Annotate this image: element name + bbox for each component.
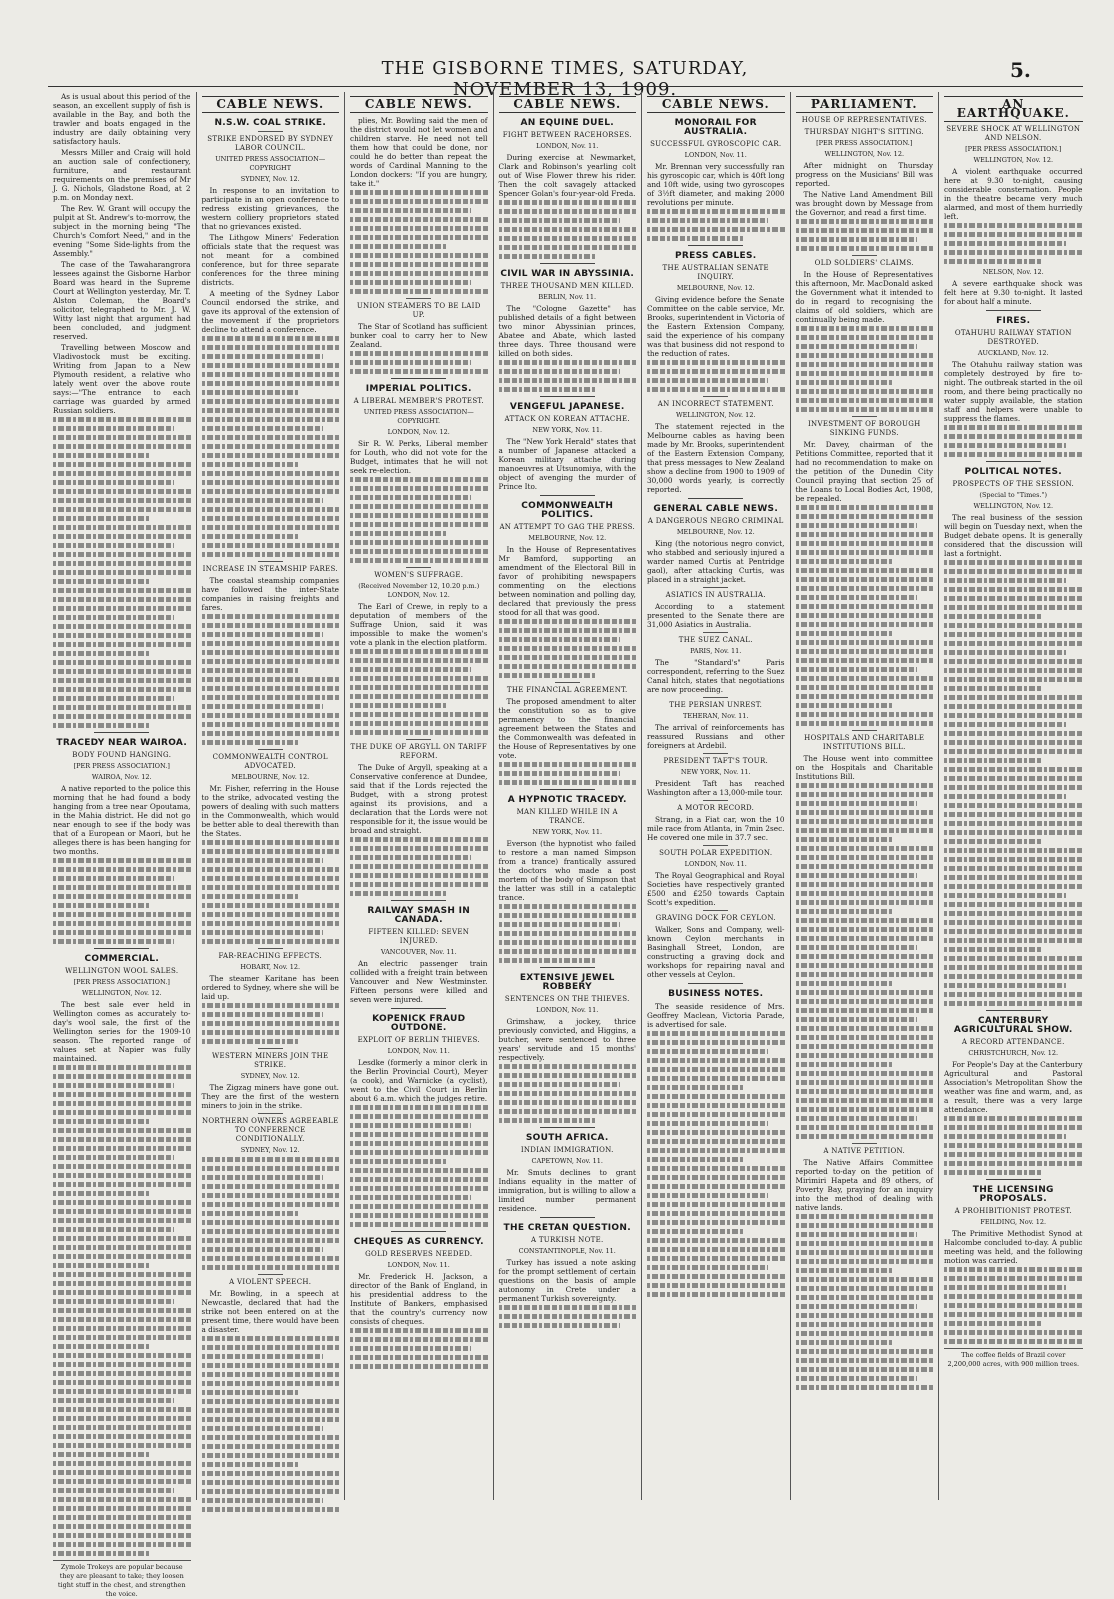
subheadline: FIGHT BETWEEN RACEHORSES.	[502, 131, 632, 139]
text-filler	[202, 336, 340, 557]
subheadline: FIFTEEN KILLED: SEVEN INJURED.	[368, 928, 470, 945]
byline: [PER PRESS ASSOCIATION.]	[73, 762, 170, 770]
subheadline: A RECORD ATTENDANCE.	[961, 1038, 1065, 1046]
section-heading: CABLE NEWS.	[499, 96, 637, 113]
dateline: MELBOURNE, Nov. 12.	[676, 528, 755, 536]
article-text: The steamer Karitane has been ordered to Sydney, where she will be laid up.	[201, 974, 339, 1001]
dateline: WAIROA, Nov. 12.	[91, 773, 152, 781]
dateline: NELSON, Nov. 12.	[982, 268, 1044, 276]
text-filler	[202, 1157, 340, 1270]
article-text: The "Standard's" Paris correspondent, referring to the Suez Canal hitch, states that negotiations are now proceeding.	[647, 658, 785, 694]
text-filler	[944, 425, 1083, 457]
divider	[391, 378, 446, 379]
headline: RAILWAY SMASH IN CANADA.	[367, 906, 471, 925]
column-6	[791, 92, 940, 1500]
subheadline: THURSDAY NIGHT'S SITTING.	[804, 128, 924, 136]
dateline: NEW YORK, Nov. 11.	[532, 828, 603, 836]
dateline: LONDON, Nov. 11.	[536, 1006, 599, 1014]
article-text: The Lithgow Miners' Federation officials state that the request was not meant for a combined conference, but for three separate conferences for the three mining districts.	[201, 233, 339, 287]
subheadline: WOMEN'S SUFFRAGE.	[374, 571, 464, 579]
divider	[852, 416, 877, 417]
dateline: WELLINGTON, Nov. 12.	[824, 150, 905, 158]
divider	[258, 1274, 283, 1275]
divider	[258, 948, 283, 949]
dateline: LONDON, Nov. 11.	[536, 142, 599, 150]
dateline: LONDON, Nov. 11.	[684, 860, 747, 868]
subheadline: INCREASE IN STEAMSHIP FARES.	[202, 565, 338, 573]
text-filler	[647, 209, 785, 241]
subheadline: HOUSE OF REPRESENTATIVES.	[801, 116, 927, 124]
article-text: In the House of Representatives Mr Bamford, supporting an amendment of the Electoral Bill in favor of prohibiting newspapers commenting on the elections between nomination and polling day, declared that previously the press stood for all that was good.	[498, 545, 636, 617]
subheadline: WELLINGTON WOOL SALES.	[65, 967, 179, 975]
divider	[703, 753, 728, 754]
article-text: Strang, in a Fiat car, won the 10 mile race from Atlanta, in 7min 2sec. He covered one mile in 37.7 sec.	[647, 815, 785, 842]
masthead	[0, 58, 1114, 100]
dateline: NEW YORK, Nov. 11.	[532, 426, 603, 434]
divider	[406, 567, 431, 568]
dateline: SYDNEY, Nov. 12.	[240, 175, 300, 183]
article-text: The Duke of Argyll, speaking at a Conservative conference at Dundee, said that if the Lords rejected the Budget, with a strong protest against its provisions, and a declaration that the Lords were not responsible for it, the issue would be broad and straight.	[350, 763, 488, 835]
text-filler	[796, 326, 934, 412]
subheadline: AN INCORRECT STATEMENT.	[657, 400, 774, 408]
text-filler	[647, 1031, 785, 1297]
byline: [PER PRESS ASSOCIATION.]	[816, 139, 913, 147]
subheadline: GOLD RESERVES NEEDED.	[365, 1250, 473, 1258]
text-filler	[796, 219, 934, 251]
divider	[540, 263, 595, 264]
subheadline: GRAVING DOCK FOR CEYLON.	[655, 914, 776, 922]
dateline: TEHERAN, Nov. 11.	[683, 712, 749, 720]
subheadline: OTAHUHU RAILWAY STATION DESTROYED.	[954, 329, 1072, 346]
headline: FIRES.	[996, 316, 1031, 326]
article-text: A violent earthquake occurred here at 9.30 to-night, causing considerable consternation. People in the theatre became very much alarmed, and most of them hurriedly left.	[944, 167, 1083, 221]
divider	[258, 131, 283, 132]
dateline: WELLINGTON, Nov. 12.	[675, 411, 756, 419]
divider	[986, 310, 1041, 311]
divider	[258, 749, 283, 750]
subheadline: PRESIDENT TAFT'S TOUR.	[663, 757, 769, 765]
divider	[540, 396, 595, 397]
headline: COMMERCIAL.	[84, 954, 160, 964]
subheadline: INDIAN IMMIGRATION.	[520, 1146, 614, 1154]
dateline: LONDON, Nov. 12.	[387, 428, 450, 436]
divider	[94, 948, 149, 949]
subheadline: A TURKISH NOTE.	[530, 1236, 604, 1244]
subheadline: UNION STEAMERS TO BE LAID UP.	[356, 302, 481, 319]
headline: GENERAL CABLE NEWS.	[653, 504, 779, 514]
article-text: A native reported to the police this morning that he had found a body hanging from a tree near Opoutama, in the Mahia district. He did not go near enough to see if the body was that of a European or Maori, but he alleges there is has been hanging for two months.	[53, 784, 191, 856]
divider	[703, 845, 728, 846]
divider	[555, 682, 580, 683]
divider	[94, 732, 149, 733]
subheadline: A NATIVE PETITION.	[823, 1147, 906, 1155]
article-text: According to a statement presented to the Senate there are 31,000 Asiatics in Australia.	[647, 602, 785, 629]
subheadline: THE SUEZ CANAL.	[678, 636, 753, 644]
divider	[703, 910, 728, 911]
text-filler	[350, 190, 488, 294]
byline: UNITED PRESS ASSOCIATION—COPYRIGHT.	[363, 408, 474, 425]
article-text: The Earl of Crewe, in reply to a deputation of members of the Suffrage Union, said it was impossible to make the women's vote a plank in the election platform.	[350, 602, 488, 647]
headline: TRACEDY NEAR WAIROA.	[56, 738, 188, 748]
subheadline: THREE THOUSAND MEN KILLED.	[500, 282, 634, 290]
dateline: NEW YORK, Nov. 11.	[680, 768, 751, 776]
subheadline: EXPLOIT OF BERLIN THIEVES.	[357, 1036, 480, 1044]
article-text: Mr. Smuts declines to grant Indians equality in the matter of immigration, but is willing to allow a limited number permanent residence.	[498, 1168, 636, 1213]
byline: [PER PRESS ASSOCIATION.]	[73, 978, 170, 986]
subheadline: ATTACK ON KOREAN ATTACHE.	[504, 415, 630, 423]
divider	[852, 1143, 877, 1144]
subheadline: NORTHERN OWNERS AGREEABLE TO CONFERENCE CONDITIONALLY.	[201, 1117, 339, 1143]
headline: THE CRETAN QUESTION.	[503, 1223, 631, 1233]
text-filler	[202, 1336, 340, 1512]
article-text: The statement rejected in the Melbourne cables as having been made by Mr. Brooks, superintendent of the Eastern Extension Company, that press messages to New Zealand show a decline from 1900 to 1909 of 30,000 words yearly, is correctly reported.	[647, 422, 785, 494]
article-text: The Royal Geographical and Royal Societies have respectively granted £500 and £250 towards Captain Scott's expedition.	[647, 871, 785, 907]
divider	[703, 800, 728, 801]
text-filler	[499, 904, 637, 963]
text-filler	[499, 200, 637, 259]
article-text: The House went into committee on the Hospitals and Charitable Institutions Bill.	[795, 754, 933, 781]
column-5	[642, 92, 791, 1500]
dateline: HOBART, Nov. 12.	[240, 963, 301, 971]
subheadline: COMMONWEALTH CONTROL ADVOCATED.	[212, 753, 328, 770]
article-text: The Otahuhu railway station was completely destroyed by fire to-night. The outbreak started in the oil room, and there being practically no water supply available, the station staff and helpers were unable to suppress the flames.	[944, 360, 1083, 423]
headline: EXTENSIVE JEWEL ROBBERY	[519, 973, 615, 992]
divider	[406, 298, 431, 299]
article-text: The "New York Herald" states that a number of Japanese attacked a Korean military attache during manoeuvres at Utsunomiya, with the object of avenging the murder of Prince Ito.	[498, 437, 636, 491]
dateline: AUCKLAND, Nov. 12.	[977, 349, 1049, 357]
article-text: The Native Land Amendment Bill was brought down by Message from the Governor, and read a first time.	[795, 190, 933, 217]
headline: MONORAIL FOR AUSTRALIA.	[674, 118, 757, 137]
article-text: President Taft has reached Washington after a 13,000-mile tour.	[647, 779, 785, 797]
text-filler	[944, 223, 1083, 264]
byline: UNITED PRESS ASSOCIATION—COPYRIGHT	[215, 155, 326, 172]
text-filler	[944, 1267, 1083, 1344]
headline: THE LICENSING PROPOSALS.	[972, 1185, 1054, 1204]
dateline: CONSTANTINOPLE, Nov. 11.	[518, 1247, 616, 1255]
article-text: Walker, Sons and Company, well-known Ceylon merchants in Basinghall Street, London, are constructing a graving dock and workshops for repairing naval and other vessels at Ceylon.	[647, 925, 785, 979]
article-text: An electric passenger train collided with a freight train between Vancouver and New Westminster. Fifteen persons were killed and seven were injured.	[350, 959, 488, 1004]
section-heading: CABLE NEWS.	[350, 96, 488, 113]
article-text: Grimshaw, a jockey, thrice previously convicted, and Higgins, a butcher, were sentenced to three years' servitude and 15 months' respectively.	[498, 1017, 636, 1062]
text-filler	[202, 1003, 340, 1044]
article-text: Mr. Bowling, in a speech at Newcastle, declared that had the strike not been entered on at the present time, there would have been a disaster.	[201, 1289, 339, 1334]
byline: (Special to "Times.")	[979, 491, 1048, 499]
text-filler	[647, 360, 785, 392]
subheadline: A MOTOR RECORD.	[677, 804, 755, 812]
divider	[540, 1217, 595, 1218]
article-text: As is usual about this period of the season, an excellent supply of fish is available in the Bay, and both the trawler and boats engaged in the industry are daily obtaining very satisfactory hauls.	[53, 92, 191, 146]
text-filler	[944, 560, 1083, 1006]
text-filler	[499, 1305, 637, 1328]
headline: KOPENICK FRAUD OUTDONE.	[372, 1014, 466, 1033]
article-text: Giving evidence before the Senate Committee on the cable service, Mr. Brooks, superintendent in Victoria of the Eastern Extension Company, said the experience of his company was that business did not respond to the reduction of rates.	[647, 295, 785, 358]
article-text: The seaside residence of Mrs. Geoffrey Maclean, Victoria Parade, is advertised for sale.	[647, 1002, 785, 1029]
divider	[703, 632, 728, 633]
text-filler	[350, 351, 488, 374]
article-text: The best sale ever held in Wellington comes as accurately to-day's wool sale, the first of the Wellington series for the 1909-10 season. The reported range of values set at Napier was fully maintained.	[53, 1000, 191, 1063]
text-filler	[499, 1064, 637, 1123]
divider	[540, 495, 595, 496]
text-filler	[350, 649, 488, 735]
headline: A HYPNOTIC TRACEDY.	[507, 795, 627, 805]
text-filler	[53, 858, 191, 944]
headline: VENGEFUL JAPANESE.	[509, 402, 625, 412]
subheadline: AN ATTEMPT TO GAG THE PRESS.	[499, 523, 636, 531]
divider	[258, 1113, 283, 1114]
article-text: A severe earthquake shock was felt here at 9.30 to-night. It lasted for about half a minute.	[944, 279, 1083, 306]
text-filler	[796, 783, 934, 1139]
divider	[852, 255, 877, 256]
article-text: After midnight on Thursday progress on the Musicians' Bill was reported.	[795, 161, 933, 188]
divider	[703, 396, 728, 397]
dateline: FEILDING, Nov. 12.	[980, 1218, 1047, 1226]
section-heading: PARLIAMENT.	[796, 96, 934, 113]
subheadline: HOSPITALS AND CHARITABLE INSTITUTIONS BILL.	[804, 734, 925, 751]
article-text: During exercise at Newmarket, Clark and Robinson's yearling colt out of Wise Flower threw his rider. Then the colt savagely attacked Spencer Golan's four-year-old Freda.	[498, 153, 636, 198]
dateline: CHRISTCHURCH, Nov. 12.	[968, 1049, 1059, 1057]
dateline: WELLINGTON, Nov. 12.	[81, 989, 162, 997]
subheadline: A PROHIBITIONIST PROTEST.	[954, 1207, 1072, 1215]
subheadline: THE FINANCIAL AGREEMENT.	[506, 686, 628, 694]
article-text: The Primitive Methodist Synod at Halcombe concluded to-day. A public meeting was held, and the following motion was carried.	[944, 1229, 1083, 1265]
article-text: Mr. Fisher, referring in the House to the strike, advocated vesting the powers of dealing with such matters in the Commonwealth, which would be better able to deal therewith than the States.	[201, 784, 339, 838]
divider	[986, 1179, 1041, 1180]
article-text: Mr. Davey, chairman of the Petitions Committee, reported that it had no recommendation to make on the petition of the Dunedin City Council praying that section 25 of the Loans to Local Bodies Act, 1908, be repealed.	[795, 440, 933, 503]
article-text: The Zigzag miners have gone out. They are the first of the western miners to join in the strike.	[201, 1083, 339, 1110]
headline: BUSINESS NOTES.	[668, 989, 764, 999]
article-text: The Rev. W. Grant will occupy the pulpit at St. Andrew's to-morrow, the subject in the morning being "The Church's Comfort Need," and in the evening "Some Side-lights from the Assembly."	[53, 204, 191, 258]
article-text: In response to an invitation to participate in an open conference to redress existing grievances, the western colliery proprietors stated that no grievances existed.	[201, 186, 339, 231]
dateline: VANCOUVER, Nov. 11.	[380, 948, 457, 956]
subheadline: THE AUSTRALIAN SENATE INQUIRY.	[662, 264, 769, 281]
divider	[852, 730, 877, 731]
headline: AN EARTHQUAKE.	[944, 96, 1083, 122]
dateline: CAPETOWN, Nov. 11.	[531, 1157, 603, 1165]
subheadline: MAN KILLED WHILE IN A TRANCE.	[516, 808, 618, 825]
article-text: Mr. Brennan very successfully ran his gyroscopic car, which is 40ft long and 10ft wide, using two gyroscopes of 3½ft diameter, and making 2000 revolutions per minute.	[647, 162, 785, 207]
headline: POLITICAL NOTES.	[964, 467, 1062, 477]
article-text: The real business of the session will begin on Tuesday next, when the Budget debate opens. It is generally considered that the discussion will last a fortnight.	[944, 513, 1083, 558]
subheadline: SENTENCES ON THE THIEVES.	[504, 995, 630, 1003]
divider	[258, 1048, 283, 1049]
column-1	[48, 92, 197, 1598]
divider	[406, 739, 431, 740]
subheadline: A LIBERAL MEMBER'S PROTEST.	[353, 397, 484, 405]
divider	[258, 561, 283, 562]
subheadline: A DANGEROUS NEGRO CRIMINAL	[647, 517, 784, 525]
dateline: LONDON, Nov. 11.	[387, 1047, 450, 1055]
article-text: The proposed amendment to alter the constitution so as to give permanency to the financial agreement between the States and the Commonwealth was defeated in the House of Representatives by one vote.	[498, 697, 636, 760]
subheadline: SOUTH POLAR EXPEDITION.	[659, 849, 773, 857]
article-text: Sir R. W. Perks, Liberal member for Louth, who did not vote for the Budget, intimates that he will not seek re-election.	[350, 439, 488, 475]
masthead-rule	[48, 86, 1083, 87]
dateline: BERLIN, Nov. 11.	[538, 293, 597, 301]
article-text: Mr. Frederick H. Jackson, a director of the Bank of England, in his presidential address to the Institute of Bankers, emphasised that the country's currency now consists of cheques.	[350, 1272, 488, 1326]
article-text: The Native Affairs Committee reported to-day on the petition of Mirimiri Hapeta and 89 others, of Poverty Bay, praying for an inquiry into the method of dealing with native lands.	[795, 1158, 933, 1212]
column-7	[939, 92, 1088, 1500]
headline: COMMONWEALTH POLITICS.	[521, 501, 614, 520]
dateline: WELLINGTON, Nov. 12.	[973, 156, 1054, 164]
text-filler	[350, 1105, 488, 1227]
subheadline: ASIATICS IN AUSTRALIA.	[665, 591, 766, 599]
text-filler	[53, 417, 191, 728]
dateline: LONDON, Nov. 11.	[684, 151, 747, 159]
dateline: (Received November 12, 10.20 p.m.) LONDON, Nov. 12.	[358, 582, 480, 599]
column-2	[197, 92, 346, 1500]
subheadline: BODY FOUND HANGING.	[72, 751, 172, 759]
headline: CIVIL WAR IN ABYSSINIA.	[500, 269, 635, 279]
section-heading: CABLE NEWS.	[647, 96, 785, 113]
divider	[986, 461, 1041, 462]
page-number: 5.	[1010, 58, 1031, 82]
article-text: Everson (the hypnotist who failed to restore a man named Simpson from a trance) frantically assured the doctors who made a post mortem of the body of Simpson that the latter was still in a cataleptic trance.	[498, 839, 636, 902]
dateline: SYDNEY, Nov. 12.	[240, 1072, 300, 1080]
divider	[703, 697, 728, 698]
text-filler	[499, 762, 637, 785]
divider	[986, 1010, 1041, 1011]
article-text: Lesdke (formerly a minor clerk in the Berlin Provincial Court), Meyer (a cook), and Warnicke (a cyclist), went to the Civil Court in Berlin about 6 a.m. which the judges retire.	[350, 1058, 488, 1103]
divider	[540, 789, 595, 790]
text-filler	[53, 1065, 191, 1556]
divider	[391, 1008, 446, 1009]
divider	[688, 983, 743, 984]
text-filler	[202, 614, 340, 745]
dateline: WELLINGTON, Nov. 12.	[973, 502, 1054, 510]
headline: N.S.W. COAL STRIKE.	[214, 118, 327, 128]
headline: SOUTH AFRICA.	[525, 1133, 609, 1143]
subheadline: STRIKE ENDORSED BY SYDNEY LABOR COUNCIL.	[207, 135, 334, 152]
text-filler	[350, 477, 488, 563]
text-filler	[796, 1214, 934, 1390]
article-text: King (the notorious negro convict, who stabbed and seriously injured a warder named Curtis at Pentridge gaol), after attacking Curtis, was placed in a straight jacket.	[647, 539, 785, 584]
article-text: The coastal steamship companies have followed the inter-State companies in raising freights and fares.	[201, 576, 339, 612]
subheadline: SUCCESSFUL GYROSCOPIC CAR.	[650, 140, 782, 148]
column-4	[494, 92, 643, 1500]
article-text: In the House of Representatives this afternoon, Mr. MacDonald asked the Government what it intended to do in regard to recognising the claims of old soldiers, which are continually being made.	[795, 270, 933, 324]
dateline: MELBOURNE, Nov. 12.	[676, 284, 755, 292]
column-3	[345, 92, 494, 1500]
text-filler	[499, 619, 637, 678]
text-filler	[499, 360, 637, 392]
subheadline: OLD SOLDIERS' CLAIMS.	[814, 259, 914, 267]
headline: CHEQUES AS CURRENCY.	[353, 1237, 484, 1247]
dateline: MELBOURNE, Nov. 12.	[231, 773, 310, 781]
headline: IMPERIAL POLITICS.	[365, 384, 472, 394]
subheadline: WESTERN MINERS JOIN THE STRIKE.	[212, 1052, 329, 1069]
byline: [PER PRESS ASSOCIATION.]	[965, 145, 1062, 153]
subheadline: THE DUKE OF ARGYLL ON TARIFF REFORM.	[350, 743, 488, 760]
text-filler	[796, 505, 934, 726]
subheadline: INVESTMENT OF BOROUGH SINKING FUNDS.	[807, 420, 921, 437]
dateline: PARIS, Nov. 11.	[690, 647, 742, 655]
columns	[48, 92, 1088, 1598]
article-text: The arrival of reinforcements has reassured Russians and other foreigners at Ardebil.	[647, 723, 785, 750]
subheadline: PROSPECTS OF THE SESSION.	[952, 480, 1075, 488]
divider	[703, 587, 728, 588]
text-filler	[350, 837, 488, 896]
text-filler	[350, 1328, 488, 1369]
divider	[391, 1231, 446, 1232]
dateline: SYDNEY, Nov. 12.	[240, 1146, 300, 1154]
subheadline: FAR-REACHING EFFECTS.	[218, 952, 323, 960]
article-text: Turkey has issued a note asking for the prompt settlement of certain questions on the basis of ample autonomy in Crete under a permanent Turkish sovereignty.	[498, 1258, 636, 1303]
dateline: MELBOURNE, Nov. 12.	[528, 534, 607, 542]
divider	[688, 245, 743, 246]
article-text: plies, Mr. Bowling said the men of the district would not let women and children starve. He need not tell them how that could be done, nor could he do better than repeat the words of Cardinal Manning to the London dockers: "If you are hungry, take it."	[350, 116, 488, 188]
article-text: A meeting of the Sydney Labor Council endorsed the strike, and gave its approval of the extension of the movement if the proprietors decline to attend a conference.	[201, 289, 339, 334]
article-text: The Star of Scotland has sufficient bunker coal to carry her to New Zealand.	[350, 322, 488, 349]
subheadline: SEVERE SHOCK AT WELLINGTON AND NELSON.	[946, 125, 1081, 142]
article-text: Travelling between Moscow and Vladivostock must be exciting. Writing from Japan to a New Plymouth resident, a relative who lately went over the above route says:—"The entrance to each carriage was guarded by armed Russian soldiers.	[53, 343, 191, 415]
subheadline: THE PERSIAN UNREST.	[669, 701, 763, 709]
advertisement: The coffee fields of Brazil cover 2,200,000 acres, with 900 million trees.	[944, 1348, 1083, 1369]
text-filler	[944, 1116, 1083, 1175]
divider	[540, 967, 595, 968]
article-text: The case of the Tawaharangrora lessees against the Gisborne Harbor Board was heard in the Supreme Court at Wellington yesterday, Mr. T. Alston Coleman, the Board's solicitor, telegraphed to Mr. J. W. Witty last night that argument had been concluded, and judgment reserved.	[53, 260, 191, 341]
dateline: LONDON, Nov. 11.	[387, 1261, 450, 1269]
article-text: For People's Day at the Canterbury Agricultural and Pastoral Association's Metropolitan Show the weather was fine and warm, and, as a result, there was a very large attendance.	[944, 1060, 1083, 1114]
divider	[391, 900, 446, 901]
headline: CANTERBURY AGRICULTURAL SHOW.	[953, 1016, 1073, 1035]
advertisement: Zymole Trokeys are popular because they are pleasant to take; they loosen tight stuff in the chest, and strengthen the voice.	[53, 1560, 191, 1599]
divider	[540, 1127, 595, 1128]
section-heading: CABLE NEWS.	[202, 96, 340, 113]
subheadline: A VIOLENT SPEECH.	[229, 1278, 312, 1286]
headline: PRESS CABLES.	[675, 251, 757, 261]
masthead-title: THE GISBORNE TIMES, SATURDAY, NOVEMBER 13, 1909.	[381, 58, 749, 100]
divider	[688, 498, 743, 499]
text-filler	[202, 840, 340, 944]
article-text: Messrs Miller and Craig will hold an auction sale of confectionery, furniture, and restaurant requirements on the premises of Mr J. G. Nichols, Gladstone Road, at 2 p.m. on Monday next.	[53, 148, 191, 202]
headline: AN EQUINE DUEL.	[520, 118, 614, 128]
article-text: The "Cologne Gazette" has published details of a fight between two minor Abyssinian princes, Abatee and Abate, which lasted three days. Three thousand were killed on both sides.	[498, 304, 636, 358]
